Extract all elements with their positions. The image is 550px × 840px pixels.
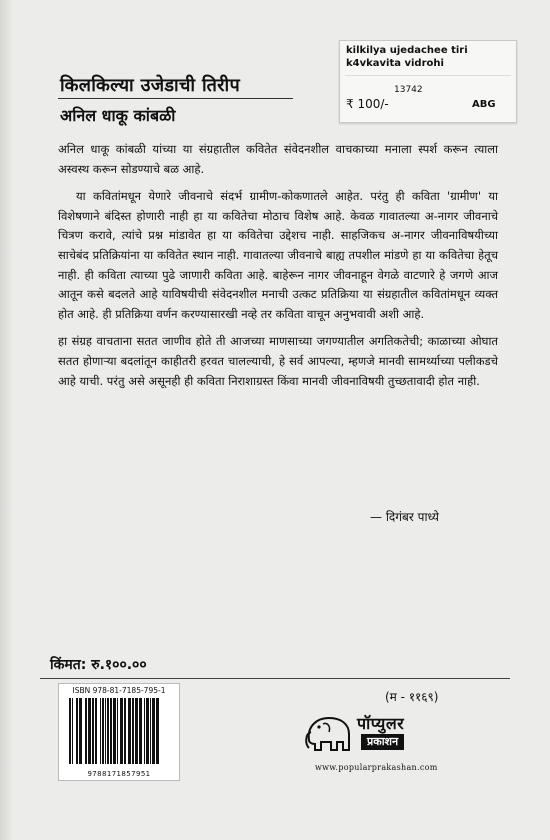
sticker-code: 13742	[394, 85, 423, 95]
sticker-line-2: k4vkavita vidrohi	[346, 58, 444, 69]
barcode-bar	[146, 698, 149, 764]
book-title: किलकिल्या उजेडाची तिरीप	[60, 75, 241, 96]
barcode-bar	[117, 698, 118, 764]
blurb-signature: — दिगंबर पाध्ये	[370, 510, 440, 524]
isbn-barcode	[58, 683, 180, 781]
sticker-price: ₹ 100/-	[346, 97, 389, 111]
barcode-bar	[72, 698, 73, 764]
barcode-bar	[76, 698, 78, 764]
sticker-tag: ABG	[472, 99, 496, 110]
spine-shadow	[0, 0, 14, 840]
price-sticker	[339, 40, 517, 123]
elephant-logo-icon	[303, 710, 355, 758]
barcode-bar	[150, 698, 151, 764]
barcode-bar	[100, 698, 101, 764]
blurb-paragraph-1: अनिल धाकू कांबळी यांच्या या संग्रहातील कवितेत संवेदनशील वाचकाच्या मनाला स्पर्श करून त्याला अस्वस्थ करून सोडण्याचे बळ आहे.	[58, 142, 498, 176]
sticker-divider	[345, 75, 511, 76]
barcode-bar	[92, 698, 94, 764]
blurb-text	[58, 140, 498, 399]
barcode-bar	[95, 698, 97, 764]
publisher-website: www.popularprakashan.com	[315, 763, 438, 772]
barcode-bar	[110, 698, 112, 764]
barcode-bar	[85, 698, 87, 764]
book-author: अनिल धाकू कांबळी	[60, 106, 176, 125]
barcode-bar	[144, 698, 145, 764]
barcode-graphic	[67, 698, 171, 764]
barcode-bar	[132, 698, 134, 764]
cover-price: किंमत: रु.१००.००	[50, 657, 147, 673]
barcode-bar	[113, 698, 116, 764]
barcode-bar	[120, 698, 123, 764]
price-divider	[40, 678, 510, 679]
barcode-bar	[88, 698, 91, 764]
barcode-bar	[102, 698, 104, 764]
isbn-text: ISBN 978-81-7185-795-1	[72, 686, 166, 695]
barcode-bar	[152, 698, 155, 764]
barcode-bar	[139, 698, 142, 764]
barcode-bar	[156, 698, 159, 764]
barcode-bar	[128, 698, 131, 764]
publisher-sub: प्रकाशन	[361, 734, 404, 750]
title-underline	[58, 98, 293, 99]
barcode-bar	[105, 698, 106, 764]
publisher-logo	[303, 708, 463, 764]
barcode-bar	[69, 698, 71, 764]
series-code: (म - ११६९)	[385, 690, 439, 704]
barcode-number: 9788171857951	[87, 770, 151, 778]
blurb-paragraph-3: हा संग्रह वाचताना सतत जाणीव होते ती आजच्या माणसाच्या जगण्यातील अगतिकतेची; काळाच्या ओघात सतत होणाऱ्या बदलांतून काहीतरी हरवत चालल्याची, हे सर्व आपल्या, म्हणजे मानवी सामर्थ्याच्या पलीकडचे आहे याची. परंतु असे असूनही ही कविता निराशाग्रस्त किंवा मानवी जीवनाविषयी तुच्छतावादी होत नाही.	[58, 334, 498, 388]
barcode-bar	[135, 698, 138, 764]
sticker-line-1: kilkilya ujedachee tiri	[346, 45, 468, 56]
barcode-bar	[124, 698, 126, 764]
blurb-paragraph-2: या कवितांमधून येणारे जीवनाचे संदर्भ ग्रामीण-कोकणातले आहेत. परंतु ही कविता 'ग्रामीण' या विशेषणाने बंदिस्त होणारी नाही हा या कवितेचा मोठाच विशेष आहे. केवळ गावातल्या अ-नागर जीवनाचे चित्रण करावे, त्यांचे प्रश्न मांडावेत हा या कवितेचा उद्देशच नाही. साहजिकच अ-नागर जीवनाविषयीच्या साचेबंद प्रतिक्रियांना या कवितेत स्थान नाही. गावातल्या जीवनाचे बाह्य तपशील मांडणे हा या कवितेचा हेतूच नाही. ही कविता त्याच्या पुढे जाणारी कविता आहे. बाहेरून नागर जीवनाहून वेगळे वाटणारे हे जगणे आज आतून कसे बदलते आहे याविषयीची संवेदनशील मनाची उत्कट प्रतिक्रिया या संग्रहातील कवितांमधून व्यक्त होत आहे. ही प्रतिक्रिया वर्णन करण्यासारखी नव्हे तर कविता वाचून अनुभवावी अशी आहे.	[58, 189, 498, 321]
barcode-bar	[79, 698, 82, 764]
publisher-name: पॉप्युलर	[357, 714, 405, 733]
barcode-bar	[107, 698, 109, 764]
